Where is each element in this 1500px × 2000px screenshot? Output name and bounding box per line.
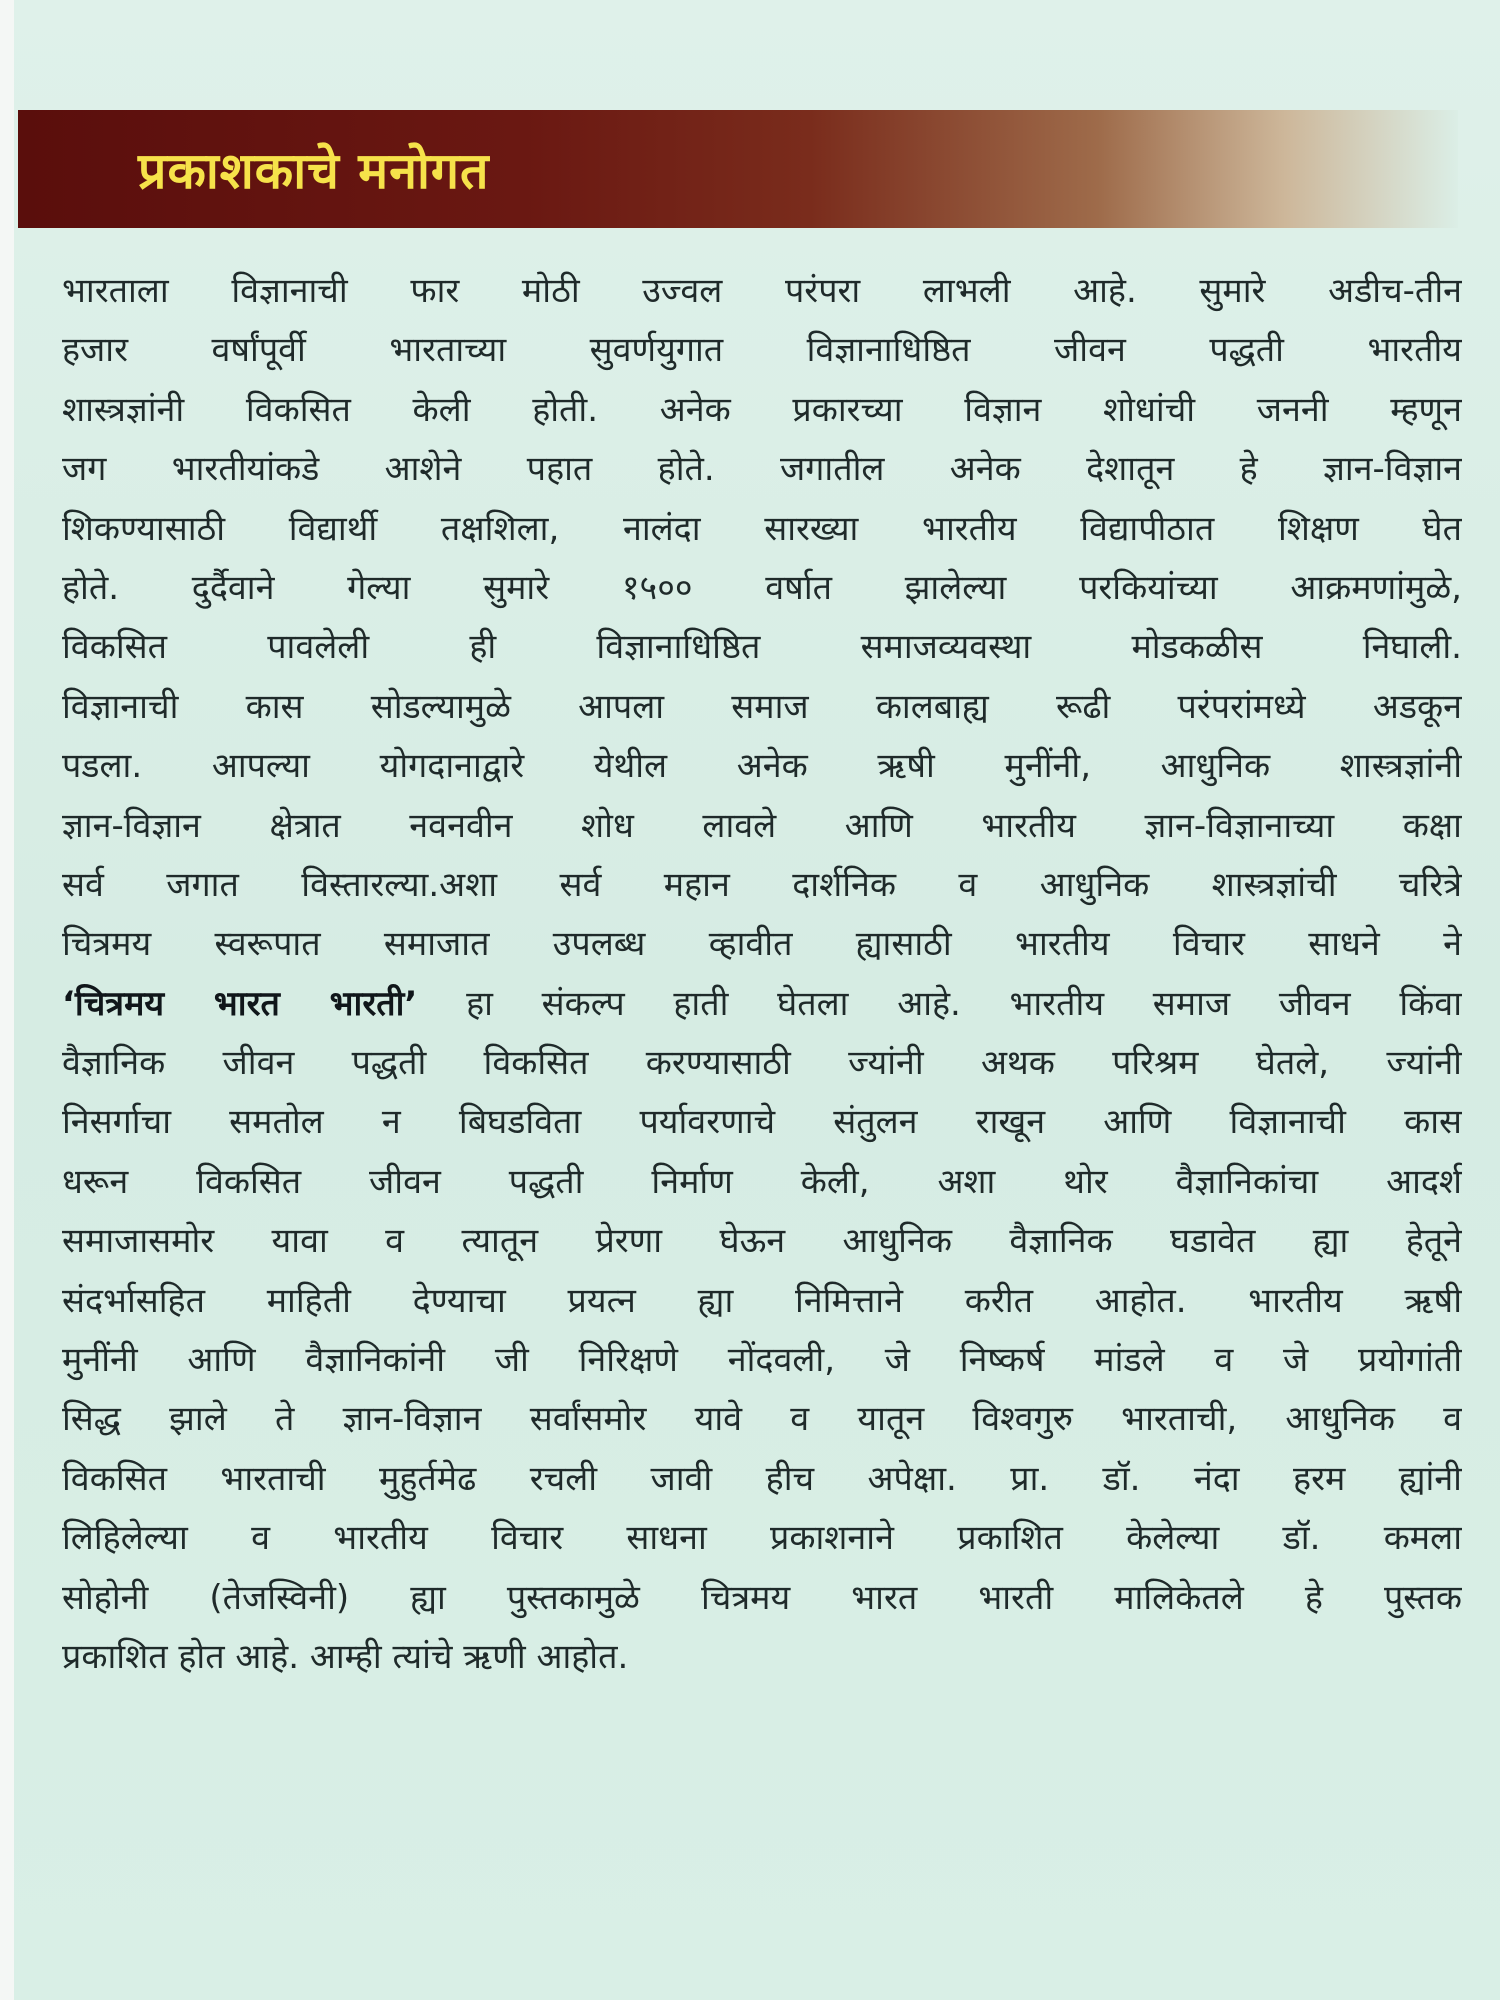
text-line: भारताला विज्ञानाची फार मोठी उज्वल परंपरा लाभली आहे. सुमारे अडीच-तीन — [62, 271, 1462, 311]
text-line: सोहोनी (तेजस्विनी) ह्या पुस्तकामुळे चित्रमय भारत भारती मालिकेतले हे पुस्तक — [62, 1577, 1462, 1618]
page-title: प्रकाशकाचे मनोगत — [138, 142, 490, 200]
series-title: ‘चित्रमय भारत भारती’ — [62, 983, 418, 1024]
text-line: विकसित भारताची मुहुर्तमेढ रचली जावी हीच अपेक्षा. प्रा. डॉ. नंदा हरम ह्यांनी — [62, 1458, 1462, 1499]
text-line: वैज्ञानिक जीवन पद्धती विकसित करण्यासाठी ज्यांनी अथक परिश्रम घेतले, ज्यांनी — [62, 1043, 1462, 1084]
text-line: समाजासमोर यावा व त्यातून प्रेरणा घेऊन आधुनिक वैज्ञानिक घडावेत ह्या हेतूने — [62, 1221, 1462, 1262]
page-edge — [0, 0, 14, 2000]
text-line: विज्ञानाची कास सोडल्यामुळे आपला समाज कालबाह्य रूढी परंपरांमध्ये अडकून — [62, 686, 1462, 727]
text-line: सर्व जगात विस्तारल्या.अशा सर्व महान दार्शनिक व आधुनिक शास्त्रज्ञांची चरित्रे — [62, 864, 1462, 905]
text-line: प्रकाशित होत आहे. आम्ही त्यांचे ऋणी आहोत. — [62, 1636, 629, 1677]
text-line: सिद्ध झाले ते ज्ञान-विज्ञान सर्वांसमोर यावे व यातून विश्वगुरु भारताची, आधुनिक व — [62, 1399, 1462, 1440]
text-line: संदर्भासहित माहिती देण्याचा प्रयत्न ह्या निमित्ताने करीत आहोत. भारतीय ऋषी — [62, 1280, 1462, 1321]
text-line: पडला. आपल्या योगदानाद्वारे येथील अनेक ऋषी मुनींनी, आधुनिक शास्त्रज्ञांनी — [62, 746, 1462, 787]
text-line: ज्ञान-विज्ञान क्षेत्रात नवनवीन शोध लावले आणि भारतीय ज्ञान-विज्ञानाच्या कक्षा — [62, 805, 1462, 846]
text-line: हजार वर्षांपूर्वी भारताच्या सुवर्णयुगात विज्ञानाधिष्ठित जीवन पद्धती भारतीय — [62, 330, 1462, 371]
text-line: निसर्गाचा समतोल न बिघडविता पर्यावरणाचे संतुलन राखून आणि विज्ञानाची कास — [62, 1102, 1462, 1143]
text-line-with-bold — [62, 975, 1462, 1034]
text-line: लिहिलेल्या व भारतीय विचार साधना प्रकाशनाने प्रकाशित केलेल्या डॉ. कमला — [62, 1518, 1462, 1559]
text-line: शिकण्यासाठी विद्यार्थी तक्षशिला, नालंदा सारख्या भारतीय विद्यापीठात शिक्षण घेत — [62, 508, 1462, 549]
body-text — [62, 262, 1462, 1687]
text-line: धरून विकसित जीवन पद्धती निर्माण केली, अशा थोर वैज्ञानिकांचा आदर्श — [62, 1161, 1462, 1202]
text-line-rest: हा संकल्प हाती घेतला आहे. भारतीय समाज जीवन किंवा — [417, 983, 1462, 1024]
text-line: शास्त्रज्ञांनी विकसित केली होती. अनेक प्रकारच्या विज्ञान शोधांची जननी म्हणून — [62, 389, 1462, 430]
text-line: होते. दुर्दैवाने गेल्या सुमारे १५०० वर्षात झालेल्या परकियांच्या आक्रमणांमुळे, — [62, 567, 1462, 608]
text-line: चित्रमय स्वरूपात समाजात उपलब्ध व्हावीत ह्यासाठी भारतीय विचार साधने ने — [62, 924, 1462, 965]
text-line: मुनींनी आणि वैज्ञानिकांनी जी निरिक्षणे नोंदवली, जे निष्कर्ष मांडले व जे प्रयोगांती — [62, 1340, 1462, 1381]
text-line: विकसित पावलेली ही विज्ञानाधिष्ठित समाजव्यवस्था मोडकळीस निघाली. — [62, 627, 1462, 668]
text-line: जग भारतीयांकडे आशेने पहात होते. जगातील अनेक देशातून हे ज्ञान-विज्ञान — [62, 449, 1462, 490]
